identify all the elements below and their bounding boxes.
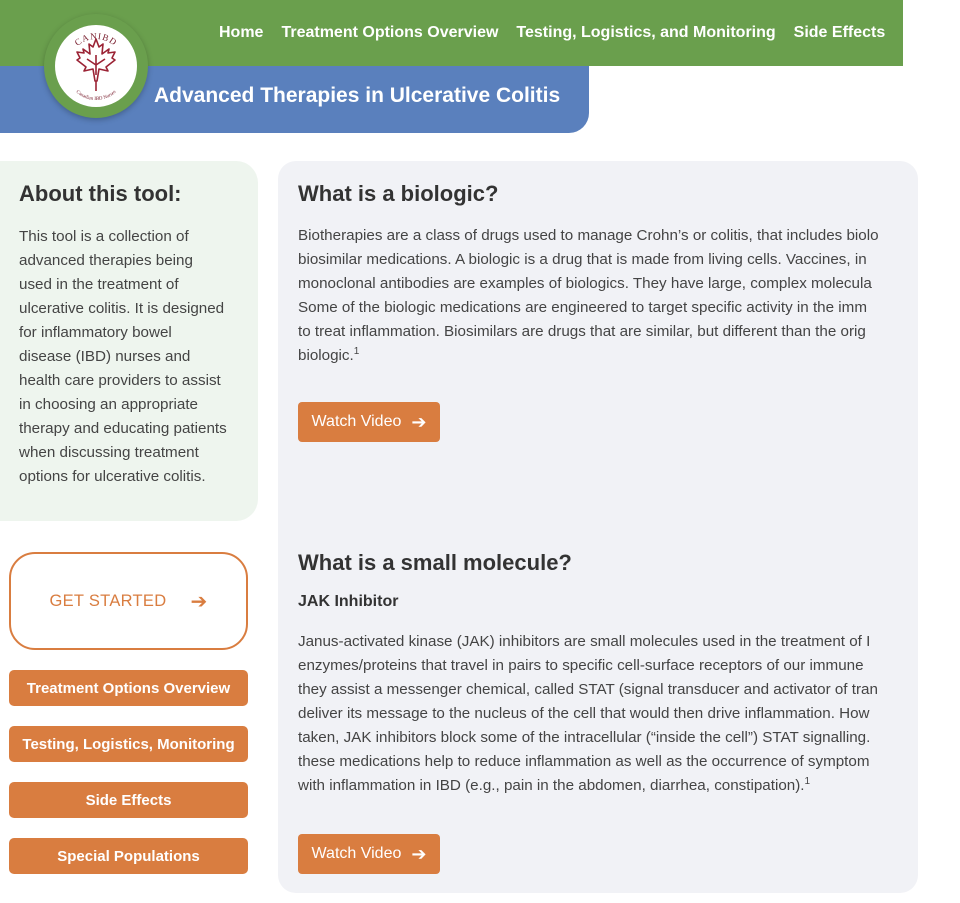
treatment-options-button[interactable]: Treatment Options Overview xyxy=(9,670,248,706)
about-line: ulcerative colitis. It is designed xyxy=(19,300,225,317)
about-line: for inflammatory bowel xyxy=(19,324,172,341)
logo-bottom-text: Canadian IBD Nurses xyxy=(74,89,118,103)
logo-inner xyxy=(55,25,137,107)
about-line: health care providers to assist xyxy=(19,372,221,389)
small-molecule-watch-video-button[interactable] xyxy=(298,834,440,874)
small-molecule-line: with inflammation in IBD (e.g., pain in the abdomen, diarrhea, constipation). xyxy=(298,777,805,794)
about-panel xyxy=(0,161,258,521)
small-molecule-line-last xyxy=(298,774,938,798)
small-molecule-line: deliver its message to the nucleus of the cell that would then drive inflammation. How xyxy=(298,705,870,722)
maple-leaf-icon xyxy=(55,25,137,107)
watch-video-label: Watch Video xyxy=(311,413,402,430)
about-line: therapy and educating patients xyxy=(19,420,227,437)
arrow-right-icon: ➔ xyxy=(190,590,208,613)
small-molecule-line: enzymes/proteins that travel in pairs to specific cell-surface receptors of our immune xyxy=(298,657,864,674)
about-heading: About this tool: xyxy=(19,181,182,206)
small-molecule-line: taken, JAK inhibitors block some of the intracellular (“inside the cell”) STAT signalling. xyxy=(298,729,871,746)
about-line: used in the treatment of xyxy=(19,276,179,293)
biologic-line: to treat inflammation. Biosimilars are drugs that are similar, but different than the orig xyxy=(298,323,866,340)
about-line: This tool is a collection of xyxy=(19,228,189,245)
nav-special-populations[interactable]: Spec xyxy=(903,24,942,41)
jak-inhibitor-subheading: JAK Inhibitor xyxy=(298,593,399,610)
biologic-footnote[interactable]: 1 xyxy=(353,345,360,357)
nav-home[interactable]: Home xyxy=(219,24,264,41)
small-molecule-line: these medications help to reduce inflammation as well as the occurrence of symptom xyxy=(298,753,870,770)
nav-treatment-options[interactable]: Treatment Options Overview xyxy=(281,24,499,41)
small-molecule-line: Janus-activated kinase (JAK) inhibitors are small molecules used in the treatment of I xyxy=(298,633,871,650)
small-molecule-text xyxy=(298,630,938,798)
biologic-line: monoclonal antibodies are examples of biologics. They have large, complex molecula xyxy=(298,275,872,292)
small-molecule-line: they assist a messenger chemical, called STAT (signal transducer and activator of tran xyxy=(298,681,878,698)
about-line: disease (IBD) nurses and xyxy=(19,348,191,365)
about-line: when discussing treatment xyxy=(19,444,199,461)
watch-video-label: Watch Video xyxy=(311,845,402,862)
svg-text:Canadian IBD Nurses xyxy=(75,90,118,102)
get-started-label: GET STARTED xyxy=(49,591,167,610)
main-content xyxy=(278,161,918,893)
biologic-line: biologic. xyxy=(298,347,354,364)
about-text xyxy=(19,225,244,489)
small-molecule-heading: What is a small molecule? xyxy=(298,550,572,575)
biologic-watch-video-button[interactable] xyxy=(298,402,440,442)
page-title: Advanced Therapies in Ulcerative Colitis xyxy=(154,84,561,107)
biologic-heading: What is a biologic? xyxy=(298,181,499,206)
nav-side-effects[interactable]: Side Effects xyxy=(793,24,886,41)
small-molecule-footnote[interactable]: 1 xyxy=(804,775,811,787)
biologic-text xyxy=(298,224,938,368)
special-populations-button[interactable]: Special Populations xyxy=(9,838,248,874)
biologic-line-last xyxy=(298,344,938,368)
side-effects-button[interactable]: Side Effects xyxy=(9,782,248,818)
arrow-right-icon: ➔ xyxy=(411,411,427,432)
biologic-line: Biotherapies are a class of drugs used to manage Crohn’s or colitis, that includes biolo xyxy=(298,227,879,244)
biologic-line: Some of the biologic medications are engineered to target specific activity in the imm xyxy=(298,299,867,316)
get-started-button[interactable] xyxy=(9,552,248,650)
about-line: advanced therapies being xyxy=(19,252,193,269)
arrow-right-icon: ➔ xyxy=(411,843,427,864)
logo-top-text: CANIBD xyxy=(72,30,120,48)
about-line: in choosing an appropriate xyxy=(19,396,199,413)
biologic-line: biosimilar medications. A biologic is a drug that is made from living cells. Vaccines, in xyxy=(298,251,867,268)
canibd-logo[interactable] xyxy=(44,14,148,118)
nav-testing-logistics[interactable]: Testing, Logistics, and Monitoring xyxy=(516,24,776,41)
nav-links xyxy=(219,0,960,66)
about-line: options for ulcerative colitis. xyxy=(19,468,206,485)
testing-logistics-button[interactable]: Testing, Logistics, Monitoring xyxy=(9,726,248,762)
